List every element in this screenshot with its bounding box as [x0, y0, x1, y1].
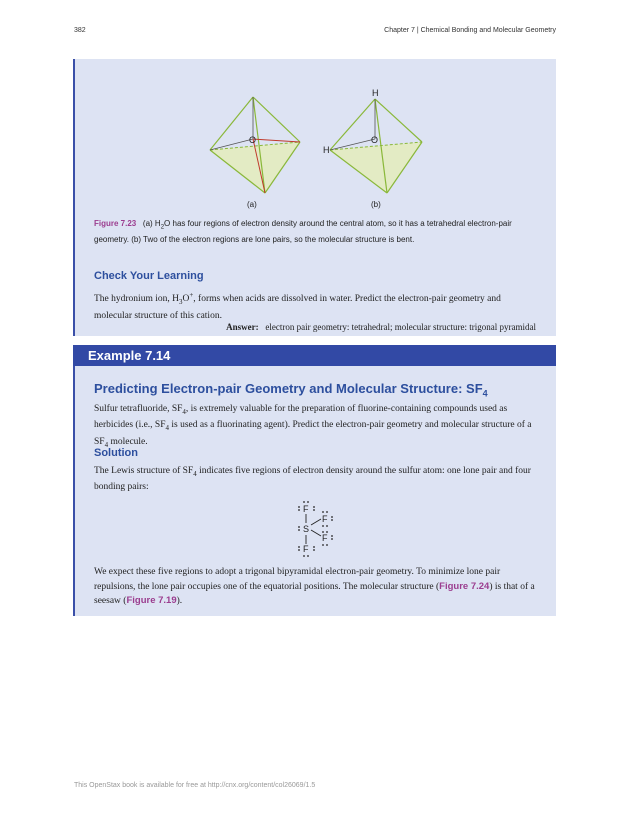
- label-b: (b): [371, 200, 381, 209]
- sf4-lewis-structure: [290, 498, 340, 560]
- lewis-f-bottom: F: [303, 544, 309, 554]
- example-title-bar: [73, 345, 556, 366]
- label-a: (a): [247, 200, 257, 209]
- lewis-f-right-top: F: [322, 514, 328, 524]
- check-your-learning-heading: Check Your Learning: [94, 270, 204, 282]
- example-paragraph-3: We expect these five regions to adopt a trigonal bipyramidal electron-pair geometry. To minimize lone pair repulsions, the lone pair occupies one of the equatorial positions. The molecular structure (Figure 7.24) is that of a seesaw (Figure 7.19).: [94, 567, 535, 606]
- answer-line: Answer: electron pair geometry: tetrahedral; molecular structure: trigonal pyramidal: [226, 322, 536, 332]
- check-your-learning-text: The hydronium ion, $H_3O^+$, forms when acids are dissolved in water. Predict the electron-pair geometry and molecular structure of this cation.: [94, 291, 501, 321]
- lewis-f-top: F: [303, 504, 309, 514]
- figure-caption: Figure 7.23 (a) $H_2O$ has four regions of electron density around the central atom, so it has a tetrahedral electron-pair geometry. (b) Two of the electron regions are lone pairs, so the molecular structure is bent.: [94, 219, 512, 244]
- figure-caption-label: Figure 7.23: [94, 219, 137, 228]
- atom-h-top: H: [372, 88, 379, 98]
- figure-7-24-link[interactable]: Figure 7.24: [439, 580, 490, 592]
- footer-text: This OpenStax book is available for free at http://cnx.org/content/col26069/1.5: [74, 782, 316, 789]
- example-paragraph-1: Sulfur tetrafluoride, $SF_4$, is extremely valuable for the preparation of fluorine-containing compounds used as herbicides (i.e., $SF_4$ is used as a fluorinating agent). Predict the electron-pair geometry and molecular structure of a $SF_4$ molecule.: [94, 404, 532, 449]
- tetrahedron-b: [323, 88, 422, 209]
- chapter-header: Chapter 7 | Chemical Bonding and Molecular Geometry: [384, 27, 556, 34]
- solution-heading: Solution: [94, 447, 138, 459]
- atom-h-left: H: [323, 145, 330, 155]
- tetrahedron-a: [210, 97, 300, 209]
- page-number: 382: [74, 27, 86, 34]
- example-title: Example 7.14: [88, 348, 171, 363]
- figure-7-19-link[interactable]: Figure 7.19: [126, 595, 177, 606]
- atom-o-a: O: [249, 135, 257, 145]
- tetrahedral-figure: [190, 85, 430, 215]
- lewis-s: S: [303, 524, 310, 534]
- atom-o-b: O: [371, 135, 379, 145]
- example-paragraph-2: The Lewis structure of $SF_4$ indicates five regions of electron density around the sulfur atom: one lone pair and four bonding pairs:: [94, 466, 531, 493]
- example-heading: Predicting Electron-pair Geometry and Molecular Structure: $SF_4$: [94, 381, 488, 399]
- lewis-f-right-bottom: F: [322, 533, 328, 543]
